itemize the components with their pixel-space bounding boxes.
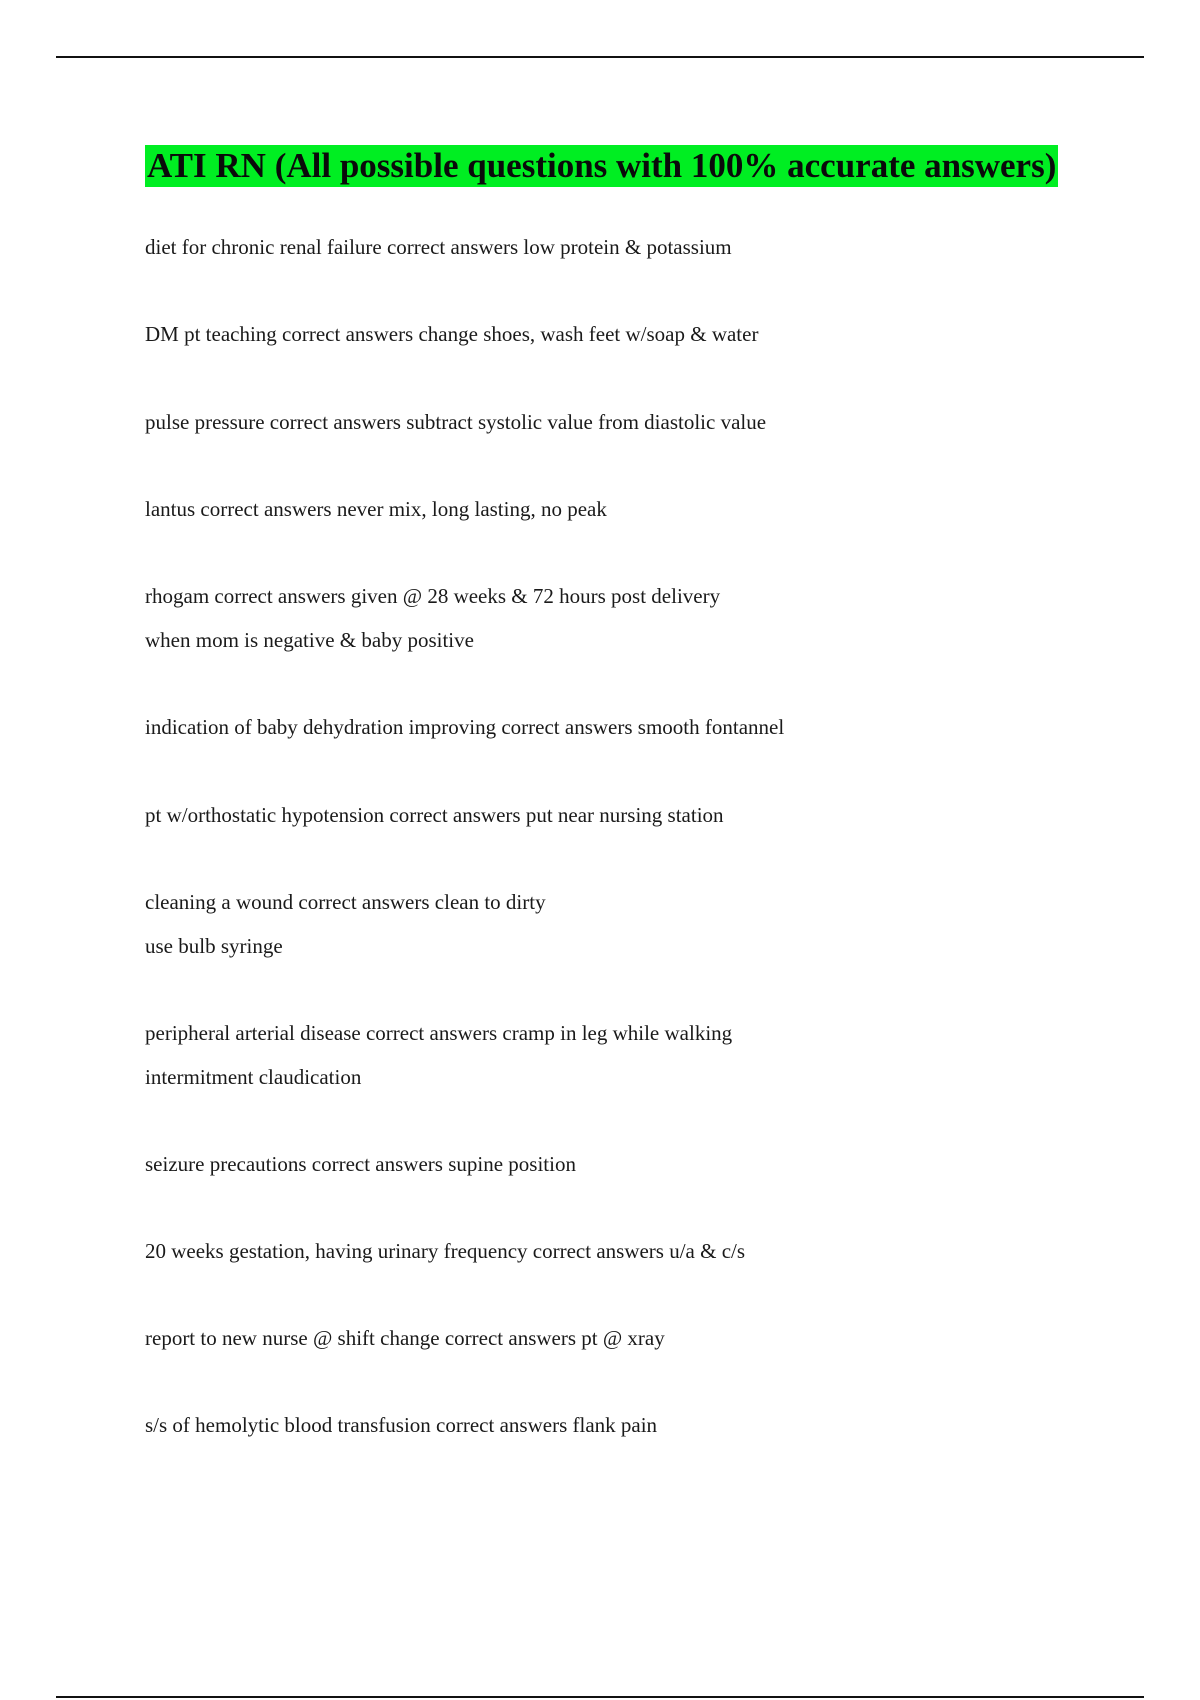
- qa-entry: [145, 574, 720, 662]
- qa-line: use bulb syringe: [145, 934, 283, 958]
- qa-line: pt w/orthostatic hypotension correct answers put near nursing station: [145, 803, 724, 827]
- qa-entry: [145, 1142, 576, 1186]
- qa-line: diet for chronic renal failure correct answers low protein & potassium: [145, 235, 732, 259]
- footer-rule: [56, 1696, 1144, 1698]
- qa-line: s/s of hemolytic blood transfusion correct answers flank pain: [145, 1413, 658, 1437]
- page-title: ATI RN (All possible questions with 100% accurate answers): [147, 146, 1057, 185]
- qa-entry: [145, 1229, 745, 1273]
- qa-line: rhogam correct answers given @ 28 weeks & 72 hours post delivery: [145, 584, 721, 608]
- qa-entry: [145, 312, 758, 356]
- title-block: [145, 145, 1058, 187]
- qa-entry: [145, 1316, 665, 1360]
- qa-line: pulse pressure correct answers subtract systolic value from diastolic value: [145, 410, 767, 434]
- qa-line: lantus correct answers never mix, long lasting, no peak: [145, 497, 607, 521]
- qa-line: indication of baby dehydration improving correct answers smooth fontannel: [145, 715, 785, 739]
- qa-line: DM pt teaching correct answers change shoes, wash feet w/soap & water: [145, 322, 759, 346]
- qa-line: peripheral arterial disease correct answers cramp in leg while walking: [145, 1021, 733, 1045]
- qa-entry: [145, 487, 607, 531]
- qa-entry: [145, 1403, 657, 1447]
- qa-entry: [145, 705, 784, 749]
- qa-line: seizure precautions correct answers supine position: [145, 1152, 576, 1176]
- qa-line: intermitment claudication: [145, 1065, 362, 1089]
- qa-entry: [145, 793, 724, 837]
- qa-line: 20 weeks gestation, having urinary frequency correct answers u/a & c/s: [145, 1239, 746, 1263]
- qa-line: when mom is negative & baby positive: [145, 628, 474, 652]
- qa-entry: [145, 400, 766, 444]
- qa-entry: [145, 880, 546, 968]
- qa-line: report to new nurse @ shift change correct answers pt @ xray: [145, 1326, 665, 1350]
- qa-entry: [145, 225, 732, 269]
- qa-line: cleaning a wound correct answers clean to dirty: [145, 890, 546, 914]
- header-rule: [56, 56, 1144, 58]
- qa-entry: [145, 1011, 732, 1099]
